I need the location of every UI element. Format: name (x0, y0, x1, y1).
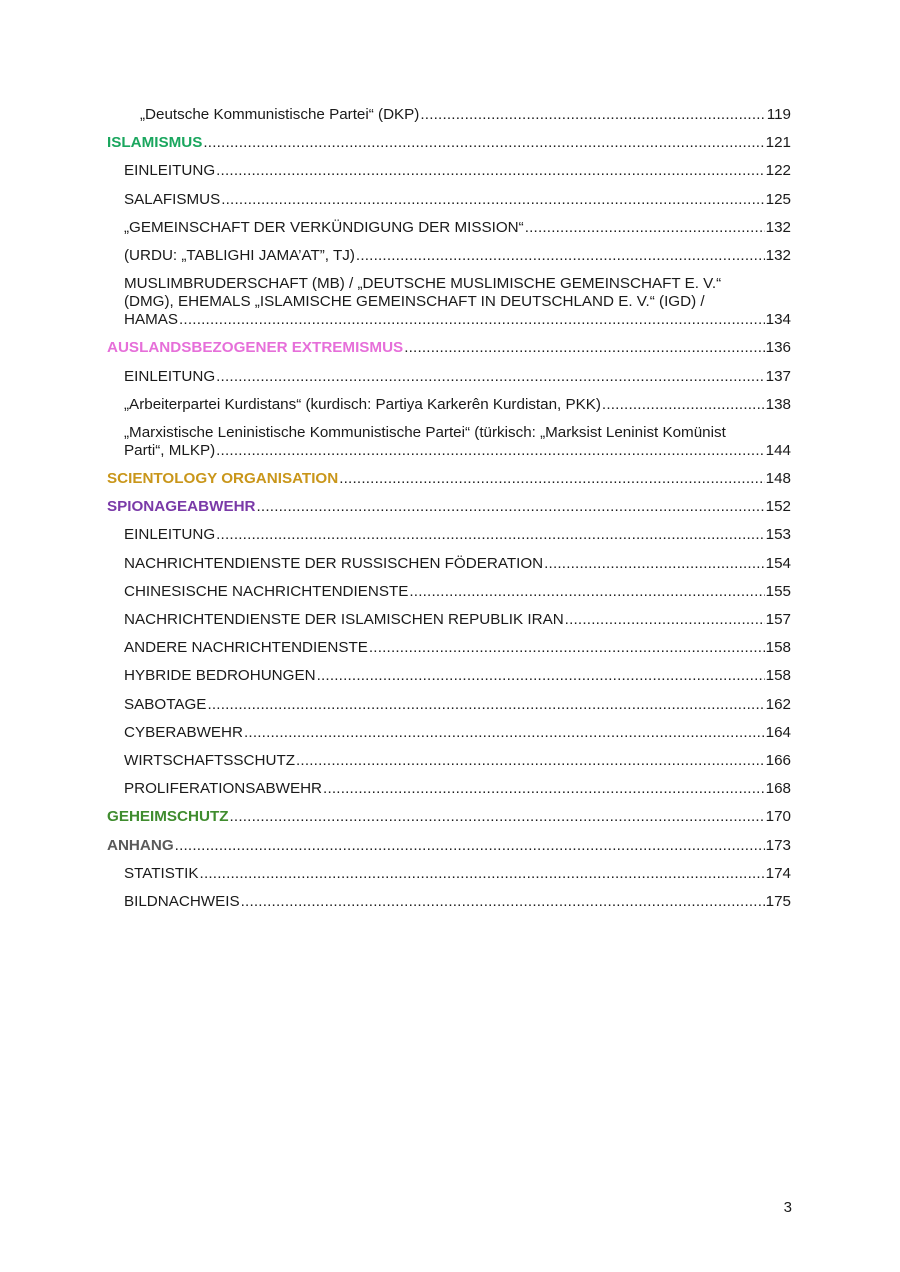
toc-section-spionageabwehr[interactable] (107, 498, 791, 516)
toc-entry-label: SALAFISMUS (124, 190, 221, 208)
leader-dots (544, 555, 765, 573)
toc-entry-label: HAMAS (124, 311, 179, 329)
toc-entry-urdu[interactable] (107, 247, 791, 265)
toc-page-number: 152 (765, 498, 791, 516)
toc-entry-spionage-einleitung[interactable] (107, 526, 791, 544)
toc-entry-line: (DMG), EHEMALS „ISLAMISCHE GEMEINSCHAFT IN DEUTSCHLAND E. V.“ (IGD) / (124, 293, 705, 311)
toc-page-number: 158 (765, 639, 791, 657)
leader-dots (602, 396, 765, 414)
toc-section-anhang[interactable] (107, 837, 791, 855)
toc-entry-label: „Arbeiterpartei Kurdistans“ (kurdisch: Partiya Karkerên Kurdistan, PKK) (124, 395, 601, 413)
toc-section-scientology[interactable] (107, 470, 791, 488)
leader-dots (216, 442, 765, 460)
leader-dots (216, 368, 765, 386)
toc-section-label: GEHEIMSCHUTZ (107, 808, 229, 826)
toc-entry-bildnachweis[interactable] (107, 893, 791, 911)
toc-entry-label: ANDERE NACHRICHTENDIENSTE (124, 639, 368, 657)
leader-dots (216, 162, 765, 180)
toc-entry-sabotage[interactable] (107, 696, 791, 714)
toc-page-number: 122 (765, 162, 791, 180)
leader-dots (356, 247, 765, 265)
toc-page-number: 155 (765, 582, 791, 600)
leader-dots (179, 311, 765, 329)
toc-section-label: SCIENTOLOGY ORGANISATION (107, 470, 339, 488)
leader-dots (216, 526, 765, 544)
toc-entry-gemeinschaft[interactable] (107, 219, 791, 237)
toc-page-number: 136 (765, 339, 791, 357)
leader-dots (296, 752, 765, 770)
toc-entry-iran[interactable] (107, 611, 791, 629)
toc-entry-label: NACHRICHTENDIENSTE DER ISLAMISCHEN REPUBLIK IRAN (124, 611, 564, 628)
toc-entry-label: WIRTSCHAFTSSCHUTZ (124, 751, 295, 769)
leader-dots (525, 219, 765, 237)
leader-dots (369, 639, 765, 657)
toc-entry-islamismus-einleitung[interactable] (107, 162, 791, 180)
toc-entry-line: „Marxistische Leninistische Kommunistische Partei“ (türkisch: „Marksist Leninist Komünist (124, 423, 726, 441)
leader-dots (221, 191, 764, 209)
leader-dots (409, 583, 764, 601)
leader-dots (565, 611, 765, 629)
toc-page-number: 173 (765, 836, 791, 854)
toc-entry-statistik[interactable] (107, 865, 791, 883)
toc-entry-label: EINLEITUNG (124, 367, 216, 385)
toc-section-label: AUSLANDSBEZOGENER EXTREMISMUS (107, 339, 404, 357)
toc-entry-label: CYBERABWEHR (124, 723, 243, 741)
leader-dots (230, 808, 765, 826)
toc-entry-label: (URDU: „TABLIGHI JAMA’AT”, TJ) (124, 246, 355, 264)
toc-entry-label: HYBRIDE BEDROHUNGEN (124, 667, 316, 685)
toc-page-number: 175 (765, 892, 791, 910)
toc-entry-label: CHINESISCHE NACHRICHTENDIENSTE (124, 582, 409, 600)
toc-entry-muslimbruderschaft[interactable] (107, 275, 791, 329)
toc-page-number: 168 (765, 780, 791, 798)
toc-entry-label: STATISTIK (124, 864, 199, 882)
leader-dots (339, 470, 764, 488)
toc-entry-russland[interactable] (107, 555, 791, 573)
toc-page-number: 132 (765, 246, 791, 264)
toc-section-islamismus[interactable] (107, 134, 791, 152)
toc-page-number: 170 (765, 808, 791, 826)
toc-page-number: 157 (765, 611, 791, 628)
toc-entry-label: EINLEITUNG (124, 162, 216, 180)
toc-page-number: 164 (765, 723, 791, 741)
toc-section-geheimschutz[interactable] (107, 808, 791, 826)
toc-entry-label: Parti“, MLKP) (124, 441, 216, 459)
toc-page-number: 121 (765, 134, 791, 152)
toc-entry-mlkp[interactable] (107, 424, 791, 460)
toc-entry-proliferationsabwehr[interactable] (107, 780, 791, 798)
toc-page-number: 153 (765, 526, 791, 544)
toc-entry-dkp[interactable] (107, 106, 791, 124)
leader-dots (241, 893, 765, 911)
toc-entry-china[interactable] (107, 583, 791, 601)
leader-dots (207, 696, 764, 714)
toc-page-number: 148 (765, 470, 791, 488)
toc-section-auslandsbezogener-extremismus[interactable] (107, 339, 791, 357)
leader-dots (420, 106, 765, 124)
toc-page-number: 132 (765, 218, 791, 236)
toc-entry-salafismus[interactable] (107, 191, 791, 209)
leader-dots (323, 780, 765, 798)
toc-entry-cyberabwehr[interactable] (107, 724, 791, 742)
toc-entry-label: „Deutsche Kommunistische Partei“ (DKP) (140, 106, 420, 123)
table-of-contents (107, 106, 791, 921)
page-number: 3 (783, 1199, 792, 1216)
toc-section-label: ANHANG (107, 836, 174, 854)
toc-page-number: 158 (765, 667, 791, 685)
toc-page-number: 174 (765, 864, 791, 882)
toc-page-number: 134 (765, 311, 791, 329)
toc-page-number: 144 (765, 441, 791, 459)
toc-section-label: SPIONAGEABWEHR (107, 498, 256, 516)
toc-entry-hybride[interactable] (107, 667, 791, 685)
leader-dots (244, 724, 765, 742)
toc-page-number: 154 (765, 554, 791, 572)
leader-dots (175, 837, 765, 855)
toc-entry-label: BILDNACHWEIS (124, 892, 240, 910)
toc-page-number: 119 (766, 106, 791, 123)
leader-dots (404, 339, 764, 357)
toc-entry-line: MUSLIMBRUDERSCHAFT (MB) / „DEUTSCHE MUSLIMISCHE GEMEINSCHAFT E. V.“ (124, 275, 722, 293)
toc-entry-label: NACHRICHTENDIENSTE DER RUSSISCHEN FÖDERATION (124, 554, 544, 572)
toc-entry-label: SABOTAGE (124, 695, 207, 713)
toc-page-number: 137 (765, 367, 791, 385)
toc-entry-wirtschaftsschutz[interactable] (107, 752, 791, 770)
toc-entry-label: EINLEITUNG (124, 526, 216, 544)
toc-page-number: 162 (765, 695, 791, 713)
toc-entry-label: „GEMEINSCHAFT DER VERKÜNDIGUNG DER MISSION“ (124, 218, 524, 236)
leader-dots (203, 134, 764, 152)
toc-page-number: 138 (765, 395, 791, 413)
toc-page-number: 166 (765, 751, 791, 769)
toc-page-number: 125 (765, 190, 791, 208)
toc-section-label: ISLAMISMUS (107, 134, 203, 152)
toc-entry-pkk[interactable] (107, 396, 791, 414)
toc-entry-ausland-einleitung[interactable] (107, 368, 791, 386)
toc-entry-andere[interactable] (107, 639, 791, 657)
leader-dots (200, 865, 765, 883)
toc-entry-label: PROLIFERATIONSABWEHR (124, 780, 323, 798)
leader-dots (317, 667, 765, 685)
leader-dots (257, 498, 765, 516)
